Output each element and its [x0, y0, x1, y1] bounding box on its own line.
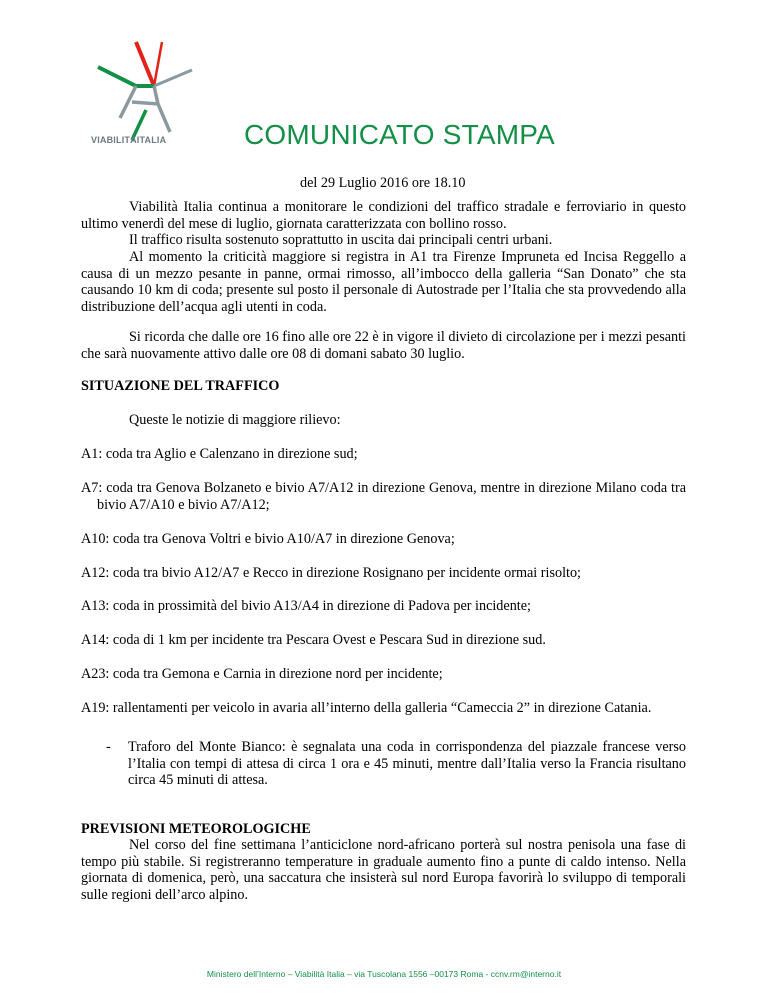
date-line: del 29 Luglio 2016 ore 18.10	[300, 175, 466, 191]
road-item: A7: coda tra Genova Bolzaneto e bivio A7/A12 in direzione Genova, mentre in direzione Milano coda tra bivio A7/A10 e bivio A7/A12;	[81, 480, 686, 513]
bullet-dash: -	[106, 739, 111, 755]
road-item: A1: coda tra Aglio e Calenzano in direzione sud;	[81, 446, 358, 462]
road-item: A12: coda tra bivio A12/A7 e Recco in direzione Rosignano per incidente ormai risolto;	[81, 565, 581, 581]
page-title: COMUNICATO STAMPA	[244, 119, 555, 150]
intro-paragraph: Viabilità Italia continua a monitorare le condizioni del traffico stradale e ferroviario in questo ultimo venerdì del mese di luglio, giornata caratterizzata con bollino rosso.	[81, 199, 686, 232]
road-item: A23: coda tra Gemona e Carnia in direzione nord per incidente;	[81, 666, 443, 682]
road-item: A14: coda di 1 km per incidente tra Pescara Ovest e Pescara Sud in direzione sud.	[81, 632, 546, 648]
road-item: A19: rallentamenti per veicolo in avaria all’interno della galleria “Cameccia 2” in direzione Catania.	[81, 700, 652, 716]
logo-wordmark: VIABILITÀITALIA	[91, 135, 167, 145]
intro-paragraph: Si ricorda che dalle ore 16 fino alle ore 22 è in vigore il divieto di circolazione per i mezzi pesanti che sarà nuovamente attivo dalle ore 08 di domani sabato 30 luglio.	[81, 329, 686, 362]
weather-heading: PREVISIONI METEOROLOGICHE	[81, 821, 311, 837]
road-item: A10: coda tra Genova Voltri e bivio A10/A7 in direzione Genova;	[81, 531, 455, 547]
road-item: A13: coda in prossimità del bivio A13/A4 in direzione di Padova per incidente;	[81, 598, 531, 614]
intro-paragraph: Al momento la criticità maggiore si registra in A1 tra Firenze Impruneta ed Incisa Reggello a causa di un mezzo pesante in panne, ormai rimosso, all’imbocco della galleria “San Donato” che sta causando 10 km di coda; presente sul posto il personale di Autostrade per l’Italia che sta provvedendo alla distribuzione dell’acqua agli utenti in coda.	[81, 249, 686, 315]
traffic-lead: Queste le notizie di maggiore rilievo:	[129, 412, 341, 428]
footer: Ministero dell’Interno – Viabilità Italia – via Tuscolana 1556 –00173 Roma - ccnv.rm@interno.it	[206, 969, 562, 979]
weather-paragraph: Nel corso del fine settimana l’anticiclone nord-africano porterà sul nostra penisola una fase di tempo più stabile. Si registreranno temperature in graduale aumento fino a punte di caldo intenso. Nella giornata di domenica, però, una saccatura che insisterà sul nord Europa favorirà lo sviluppo di temporali sulle regioni dell’arco alpino.	[81, 837, 686, 903]
monte-bianco-bullet: Traforo del Monte Bianco: è segnalata una coda in corrispondenza del piazzale francese verso l’Italia con tempi di attesa di circa 1 ora e 45 minuti, mentre dall’Italia verso la Francia risultano circa 45 minuti di attesa.	[128, 739, 686, 789]
traffic-heading: SITUAZIONE DEL TRAFFICO	[81, 378, 280, 394]
intro-paragraph: Il traffico risulta sostenuto soprattutto in uscita dai principali centri urbani.	[129, 232, 553, 248]
